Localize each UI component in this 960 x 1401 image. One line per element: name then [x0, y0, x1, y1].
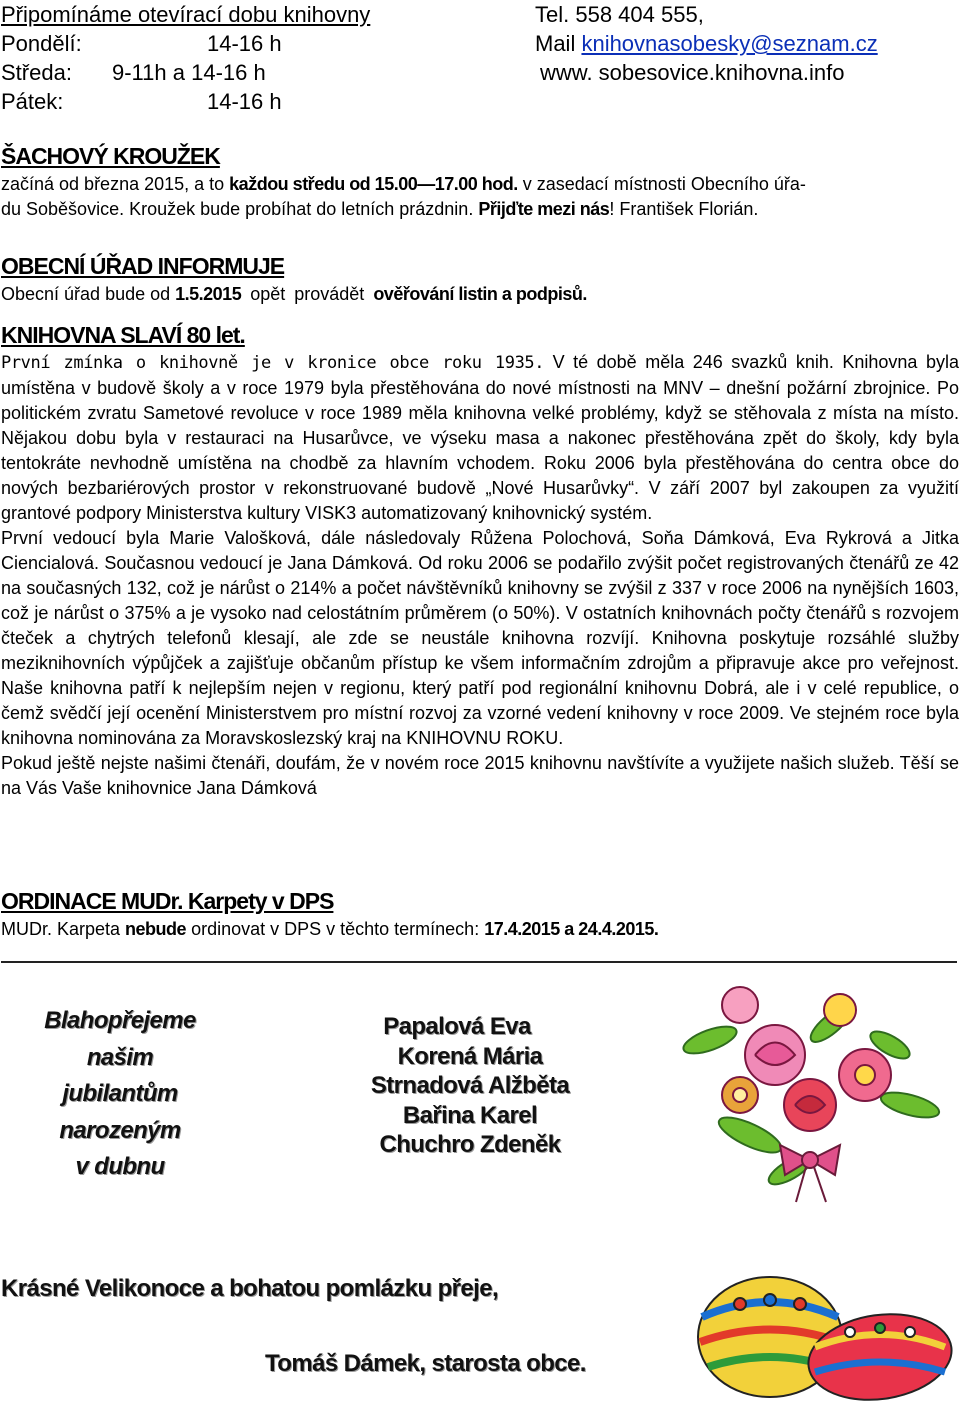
hours-row-monday: Pondělí: 14-16 h: [1, 31, 282, 56]
mail-link[interactable]: knihovnasobesky@seznam.cz: [581, 31, 878, 56]
phone: Tel. 558 404 555,: [535, 2, 704, 27]
library-paragraph-1: První zmínka o knihovně je v kronice obce roku 1935. V té době měla 246 svazků knih. Knihovna byla umístěna v budově školy a v roce 1979 byla přestěhována do nové místnosti na MNV – dnešní požární zbrojnice. Po politickém zvratu Sametové revoluce v roce 1989 měla knihovna velké problémy, když se stěhovala z místa na místo. Nějakou dobu byla v restauraci na Husarůvce, ve výseku masa a nakonec přestěhována zpět do školy, kdy byla tentokráte nevhodně umístěna na chodbě za hlavním vchodem. Roku 2006 byla přestěhována do centra obce do nových bezbariérových prostor v rekonstruované budově „Nové Husarůvky“. V září 2007 byl zakoupen za využití grantové podpory Ministerstva kultury VISK3 automatizovaný knihovnický systém.: [1, 352, 959, 523]
clinic-title: ORDINACE MUDr. Karpety v DPS: [1, 888, 334, 914]
flower-bouquet-icon: [680, 985, 950, 1210]
library-title: KNIHOVNA SLAVÍ 80 let.: [1, 322, 245, 348]
section-divider: [1, 961, 957, 963]
office-text: Obecní úřad bude od 1.5.2015 opět provádět ověřování listin a podpisů.: [1, 284, 587, 304]
mail-line: Mail knihovnasobesky@seznam.cz: [535, 31, 878, 56]
library-paragraph-2: První vedoucí byla Marie Valošková, dále následovaly Růžena Polochová, Soňa Dámková, Eva Rykrová a Jitka Ciencialová. Současnou vedoucí je Jana Dámková. Od roku 2006 se podařilo zvýšit počet registrovaných čtenářů ze 42 na současných 132, což je nárůst o 214% a počet návštěvníků knihovny se zvýšil z 337 v roce 2006 na nynějších 1603, což je nárůst o 375% a je vysoko nad celostátním průměrem (o 50%). V ostatních knihovnách počty čtenářů s rozvojem čteček a chytrých telefonů klesají, ale zde se neustále knihovna rozvíjí. Knihovna poskytuje rozsáhlé služby meziknihovních výpůjček a zajišťuje občanům přístup ke všem informačním zdrojům a připravuje akce pro veřejnost. Naše knihovna patří k nejlepším nejen v regionu, který patří pod regionální knihovnu Dobrá, ale i v celé republice, o čemž svědčí její ocenění Ministerstvem pro místní rozvoj za vzorné vedení knihovny v roce 2009. Ve stejném roce byla knihovna nominována za Moravskoslezský kraj na KNIHOVNU ROKU.: [1, 528, 959, 748]
easter-wish: Krásné Velikonoce a bohatou pomlázku přeje,: [1, 1275, 499, 1302]
hours-title: Připomínáme otevírací dobu knihovny: [1, 2, 371, 27]
jubilant-names: Papalová Eva Korená Mária Strnadová Alžběta Bařina Karel Chuchro Zdeněk: [370, 1013, 570, 1158]
greeting-lines: Blahopřejeme našim jubilantům narozeným v dubnu: [44, 1007, 196, 1180]
clinic-text: MUDr. Karpeta nebude ordinovat v DPS v těchto termínech: 17.4.2015 a 24.4.2015.: [1, 919, 659, 939]
library-paragraph-3: Pokud ještě nejste našimi čtenáři, doufám, že v novém roce 2015 knihovnu navštívíte a využijete našich služeb. Těší se na Vás Vaše knihovnice Jana Dámková: [1, 753, 959, 798]
chess-text: začíná od března 2015, a to každou středu od 15.00—17.00 hod. v zasedací místnosti Obecního úřa- du Soběšovice. Kroužek bude probíhat do letních prázdnin. Přijďte mezi nás! František Florián.: [1, 174, 806, 219]
library-text: [1, 350, 959, 801]
easter-eggs-icon: [680, 1262, 960, 1401]
hours-block: [1, 0, 521, 116]
hours-row-wednesday: Středa: 9-11h a 14-16 h: [1, 60, 266, 85]
contact-block: [535, 0, 960, 87]
office-title: OBECNÍ ÚŘAD INFORMUJE: [1, 253, 285, 279]
web-link[interactable]: www. sobesovice.knihovna.info: [540, 60, 845, 85]
hours-row-friday: Pátek: 14-16 h: [1, 89, 282, 114]
chess-title: ŠACHOVÝ KROUŽEK: [1, 143, 220, 169]
mayor-signature: Tomáš Dámek, starosta obce.: [265, 1350, 586, 1377]
